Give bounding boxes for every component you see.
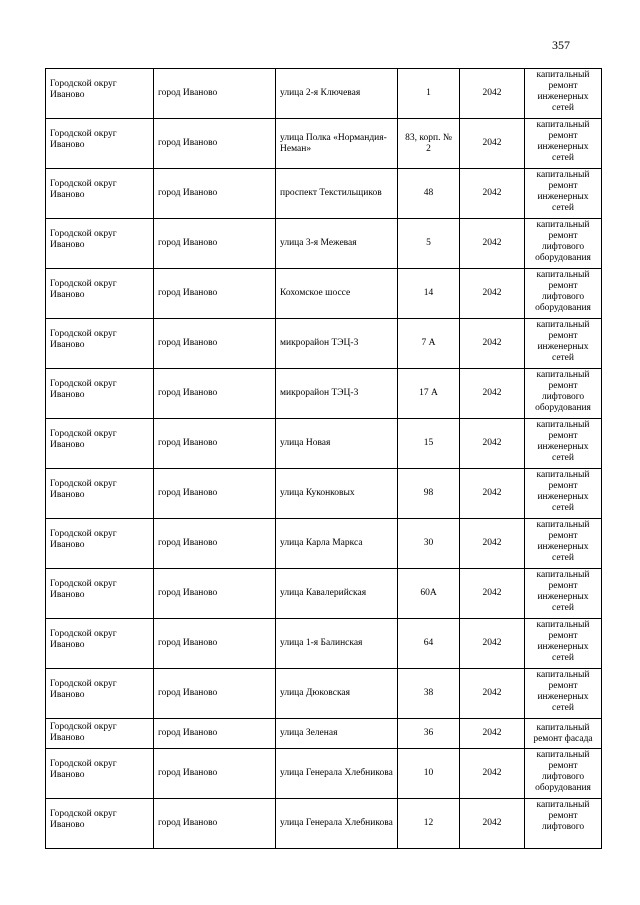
municipality-cell: Городской округ Иваново xyxy=(46,669,154,719)
municipality-cell: Городской округ Иваново xyxy=(46,219,154,269)
settlement-cell: город Иваново xyxy=(154,219,276,269)
year-cell: 2042 xyxy=(460,319,525,369)
year-cell: 2042 xyxy=(460,69,525,119)
work-type-cell: капитальный ремонт инженерных сетей xyxy=(525,569,602,619)
settlement-cell: город Иваново xyxy=(154,749,276,799)
street-cell: улица Новая xyxy=(276,419,398,469)
year-cell: 2042 xyxy=(460,119,525,169)
house-number-cell: 15 xyxy=(398,419,460,469)
work-type-cell: капитальный ремонт инженерных сетей xyxy=(525,419,602,469)
municipality-cell: Городской округ Иваново xyxy=(46,619,154,669)
year-cell: 2042 xyxy=(460,219,525,269)
year-cell: 2042 xyxy=(460,369,525,419)
table-row xyxy=(46,669,602,719)
page-number: 357 xyxy=(552,38,570,52)
settlement-cell: город Иваново xyxy=(154,269,276,319)
settlement-cell: город Иваново xyxy=(154,669,276,719)
house-number-cell: 12 xyxy=(398,799,460,849)
table-row xyxy=(46,799,602,849)
table-row xyxy=(46,519,602,569)
street-cell: улица Генерала Хлебникова xyxy=(276,799,398,849)
municipality-cell: Городской округ Иваново xyxy=(46,519,154,569)
municipality-cell: Городской округ Иваново xyxy=(46,469,154,519)
year-cell: 2042 xyxy=(460,419,525,469)
municipality-cell: Городской округ Иваново xyxy=(46,69,154,119)
table-row xyxy=(46,419,602,469)
table-row xyxy=(46,749,602,799)
street-cell: улица Куконковых xyxy=(276,469,398,519)
year-cell: 2042 xyxy=(460,169,525,219)
house-number-cell: 14 xyxy=(398,269,460,319)
work-type-cell: капитальный ремонт лифтового оборудования xyxy=(525,269,602,319)
street-cell: улица 1-я Балинская xyxy=(276,619,398,669)
work-type-cell: капитальный ремонт лифтового оборудования xyxy=(525,749,602,799)
municipality-cell: Городской округ Иваново xyxy=(46,719,154,749)
house-number-cell: 5 xyxy=(398,219,460,269)
table-body xyxy=(46,69,602,849)
work-type-cell: капитальный ремонт лифтового оборудования xyxy=(525,369,602,419)
street-cell: микрорайон ТЭЦ-3 xyxy=(276,369,398,419)
house-number-cell: 83, корп. № 2 xyxy=(398,119,460,169)
municipality-cell: Городской округ Иваново xyxy=(46,369,154,419)
house-number-cell: 36 xyxy=(398,719,460,749)
street-cell: улица Полка «Нормандия-Неман» xyxy=(276,119,398,169)
table-row xyxy=(46,169,602,219)
house-number-cell: 60А xyxy=(398,569,460,619)
house-number-cell: 17 А xyxy=(398,369,460,419)
year-cell: 2042 xyxy=(460,519,525,569)
work-type-cell: капитальный ремонт инженерных сетей xyxy=(525,669,602,719)
table-row xyxy=(46,369,602,419)
table-row xyxy=(46,469,602,519)
house-number-cell: 64 xyxy=(398,619,460,669)
house-number-cell: 98 xyxy=(398,469,460,519)
street-cell: улица Зеленая xyxy=(276,719,398,749)
year-cell: 2042 xyxy=(460,619,525,669)
municipality-cell: Городской округ Иваново xyxy=(46,319,154,369)
year-cell: 2042 xyxy=(460,269,525,319)
settlement-cell: город Иваново xyxy=(154,369,276,419)
settlement-cell: город Иваново xyxy=(154,619,276,669)
municipality-cell: Городской округ Иваново xyxy=(46,269,154,319)
settlement-cell: город Иваново xyxy=(154,319,276,369)
table-row xyxy=(46,119,602,169)
year-cell: 2042 xyxy=(460,569,525,619)
street-cell: улица Кавалерийская xyxy=(276,569,398,619)
house-number-cell: 38 xyxy=(398,669,460,719)
street-cell: микрорайон ТЭЦ-3 xyxy=(276,319,398,369)
street-cell: улица Карла Маркса xyxy=(276,519,398,569)
house-number-cell: 1 xyxy=(398,69,460,119)
settlement-cell: город Иваново xyxy=(154,169,276,219)
work-type-cell: капитальный ремонт фасада xyxy=(525,719,602,749)
work-type-cell: капитальный ремонт лифтового оборудования xyxy=(525,219,602,269)
year-cell: 2042 xyxy=(460,719,525,749)
street-cell: Кохомское шоссе xyxy=(276,269,398,319)
settlement-cell: город Иваново xyxy=(154,119,276,169)
municipality-cell: Городской округ Иваново xyxy=(46,119,154,169)
house-number-cell: 7 А xyxy=(398,319,460,369)
table-row xyxy=(46,719,602,749)
table-row xyxy=(46,69,602,119)
municipality-cell: Городской округ Иваново xyxy=(46,419,154,469)
table-row xyxy=(46,619,602,669)
work-type-cell: капитальный ремонт инженерных сетей xyxy=(525,469,602,519)
municipality-cell: Городской округ Иваново xyxy=(46,169,154,219)
housing-repair-table xyxy=(45,68,602,849)
table-row xyxy=(46,569,602,619)
settlement-cell: город Иваново xyxy=(154,69,276,119)
year-cell: 2042 xyxy=(460,799,525,849)
table-row xyxy=(46,319,602,369)
work-type-cell: капитальный ремонт инженерных сетей xyxy=(525,619,602,669)
settlement-cell: город Иваново xyxy=(154,469,276,519)
work-type-cell: капитальный ремонт инженерных сетей xyxy=(525,119,602,169)
street-cell: улица 3-я Межевая xyxy=(276,219,398,269)
work-type-cell: капитальный ремонт инженерных сетей xyxy=(525,69,602,119)
municipality-cell: Городской округ Иваново xyxy=(46,799,154,849)
settlement-cell: город Иваново xyxy=(154,719,276,749)
settlement-cell: город Иваново xyxy=(154,799,276,849)
municipality-cell: Городской округ Иваново xyxy=(46,749,154,799)
year-cell: 2042 xyxy=(460,749,525,799)
table-row xyxy=(46,219,602,269)
street-cell: улица Дюковская xyxy=(276,669,398,719)
house-number-cell: 30 xyxy=(398,519,460,569)
settlement-cell: город Иваново xyxy=(154,519,276,569)
municipality-cell: Городской округ Иваново xyxy=(46,569,154,619)
table-row xyxy=(46,269,602,319)
work-type-cell: капитальный ремонт лифтового xyxy=(525,799,602,849)
year-cell: 2042 xyxy=(460,669,525,719)
work-type-cell: капитальный ремонт инженерных сетей xyxy=(525,169,602,219)
house-number-cell: 48 xyxy=(398,169,460,219)
work-type-cell: капитальный ремонт инженерных сетей xyxy=(525,519,602,569)
street-cell: улица Генерала Хлебникова xyxy=(276,749,398,799)
settlement-cell: город Иваново xyxy=(154,419,276,469)
work-type-cell: капитальный ремонт инженерных сетей xyxy=(525,319,602,369)
street-cell: проспект Текстильщиков xyxy=(276,169,398,219)
settlement-cell: город Иваново xyxy=(154,569,276,619)
street-cell: улица 2-я Ключевая xyxy=(276,69,398,119)
house-number-cell: 10 xyxy=(398,749,460,799)
year-cell: 2042 xyxy=(460,469,525,519)
